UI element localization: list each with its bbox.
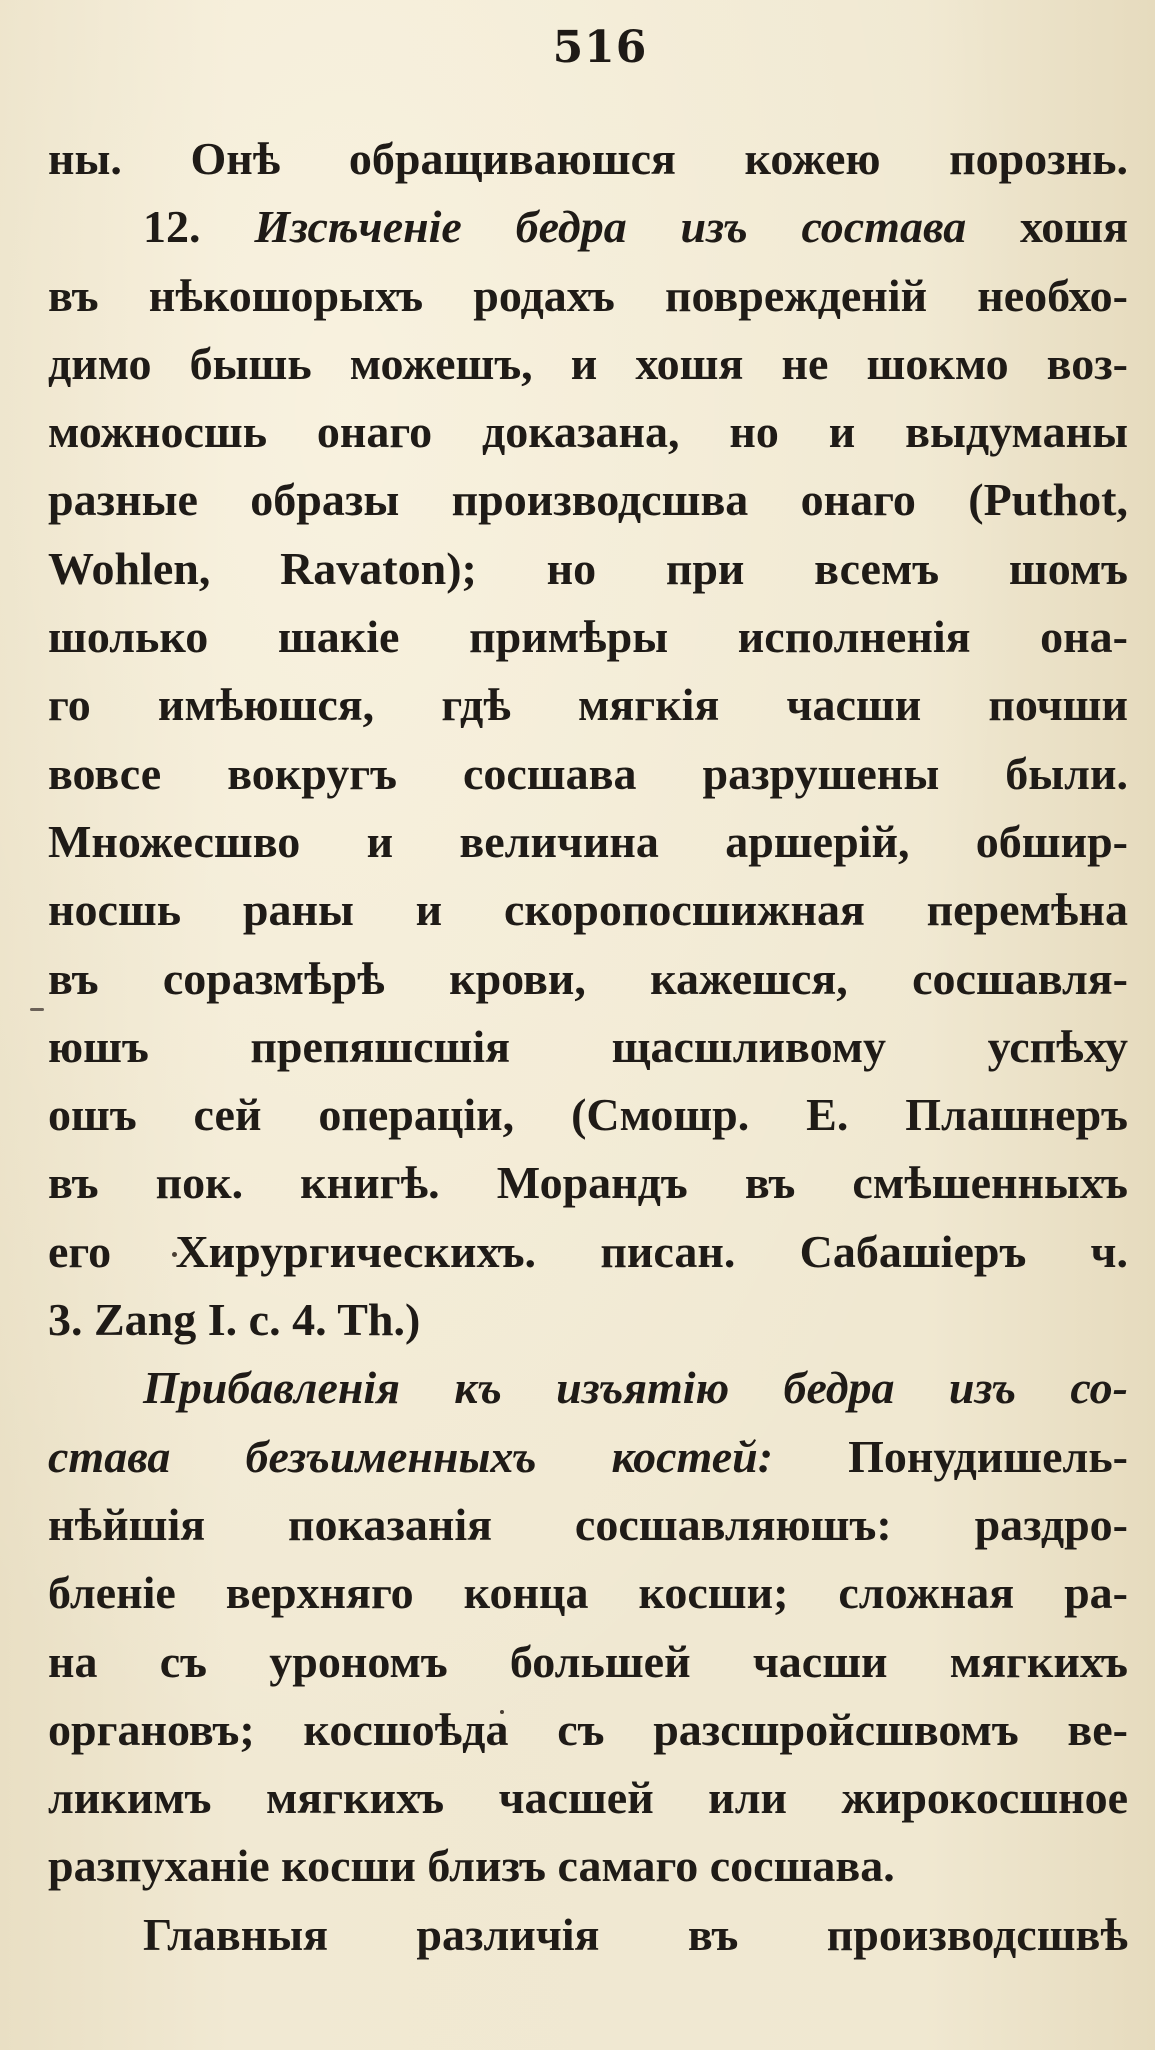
italic-text-segment: Изсѣченіе бедра изъ состава	[254, 201, 967, 253]
text-segment: ошъ сей операціи, (Смошр. Е. Плашнеръ	[48, 1089, 1128, 1141]
text-line	[48, 1286, 1128, 1354]
text-line	[48, 740, 1128, 808]
text-segment: бленіе верхняго конца косши; сложная ра-	[48, 1567, 1128, 1619]
text-line	[48, 1149, 1128, 1217]
text-segment: въ пок. книгѣ. Морандъ въ смѣшенныхъ	[48, 1157, 1128, 1209]
text-segment: носшь раны и скоропосшижная перемѣна	[48, 884, 1128, 936]
italic-text-segment: става безъименныхъ костей:	[48, 1430, 774, 1482]
text-segment: ны. Онѣ обращиваюшся кожею порознь.	[48, 133, 1128, 184]
italic-text-segment: Прибавленія къ изъятію бедра изъ со-	[143, 1362, 1128, 1414]
text-segment: Wohlen, Ravaton); но при всемъ шомъ	[48, 542, 1128, 594]
text-line	[48, 603, 1128, 671]
body-text	[48, 125, 1128, 1969]
text-line	[48, 1628, 1128, 1696]
text-line	[48, 1081, 1128, 1149]
text-line	[48, 1901, 1128, 1969]
text-line	[48, 125, 1128, 193]
text-segment: разные образы производсшва онаго (Puthot,	[48, 474, 1128, 526]
text-segment: Главныя различія въ производсшвѣ	[143, 1908, 1128, 1960]
text-segment: хошя	[966, 201, 1128, 253]
text-line	[48, 671, 1128, 739]
text-segment: шолько шакіе примѣры исполненія она-	[48, 611, 1128, 663]
text-line	[48, 1354, 1128, 1422]
text-segment: Множесшво и величина аршерій, обшир-	[48, 815, 1128, 867]
text-segment: Понудишель-	[773, 1430, 1128, 1482]
text-line	[48, 1491, 1128, 1559]
text-segment: юшъ препяшсшія щасшливому успѣху	[48, 1020, 1128, 1072]
margin-mark	[30, 1008, 44, 1011]
text-line	[48, 1764, 1128, 1832]
text-segment: димо бышь можешъ, и хошя не шокмо воз-	[48, 337, 1128, 389]
text-segment: органовъ; косшоѣда съ разсшройсшвомъ ве-	[48, 1703, 1128, 1755]
text-segment: ликимъ мягкихъ часшей или жирокосшное	[48, 1772, 1128, 1824]
text-line	[48, 466, 1128, 534]
text-segment: разпуханіе косши близъ самаго сосшава.	[48, 1840, 895, 1892]
text-line	[48, 876, 1128, 944]
text-line	[48, 808, 1128, 876]
text-line	[48, 1832, 1128, 1900]
text-segment: его Хирургическихъ. писан. Сабашіеръ ч.	[48, 1225, 1128, 1277]
text-line	[48, 1218, 1128, 1286]
text-segment: можносшь онаго доказана, но и выдуманы	[48, 406, 1128, 458]
text-segment: нѣйшія показанія сосшавляюшъ: раздро-	[48, 1498, 1128, 1550]
text-line	[48, 535, 1128, 603]
text-segment: вовсе вокругъ сосшава разрушены были.	[48, 747, 1128, 799]
text-line	[48, 1559, 1128, 1627]
text-line	[48, 1696, 1128, 1764]
text-segment: въ нѣкошорыхъ родахъ поврежденій необхо-	[48, 269, 1128, 321]
text-segment: 12.	[143, 201, 255, 253]
text-line	[48, 398, 1128, 466]
text-line	[48, 330, 1128, 398]
text-line	[48, 193, 1128, 261]
text-segment: го имѣюшся, гдѣ мягкія часши почши	[48, 679, 1128, 731]
text-line	[48, 262, 1128, 330]
text-segment: 3. Zang I. c. 4. Th.)	[48, 1294, 421, 1346]
page-number: 516	[552, 22, 648, 73]
text-line	[48, 1013, 1128, 1081]
text-segment: на съ урономъ большей часши мягкихъ	[48, 1635, 1128, 1687]
text-line	[48, 945, 1128, 1013]
text-segment: въ соразмѣрѣ крови, кажешся, сосшавля-	[48, 952, 1128, 1004]
text-line	[48, 1423, 1128, 1491]
